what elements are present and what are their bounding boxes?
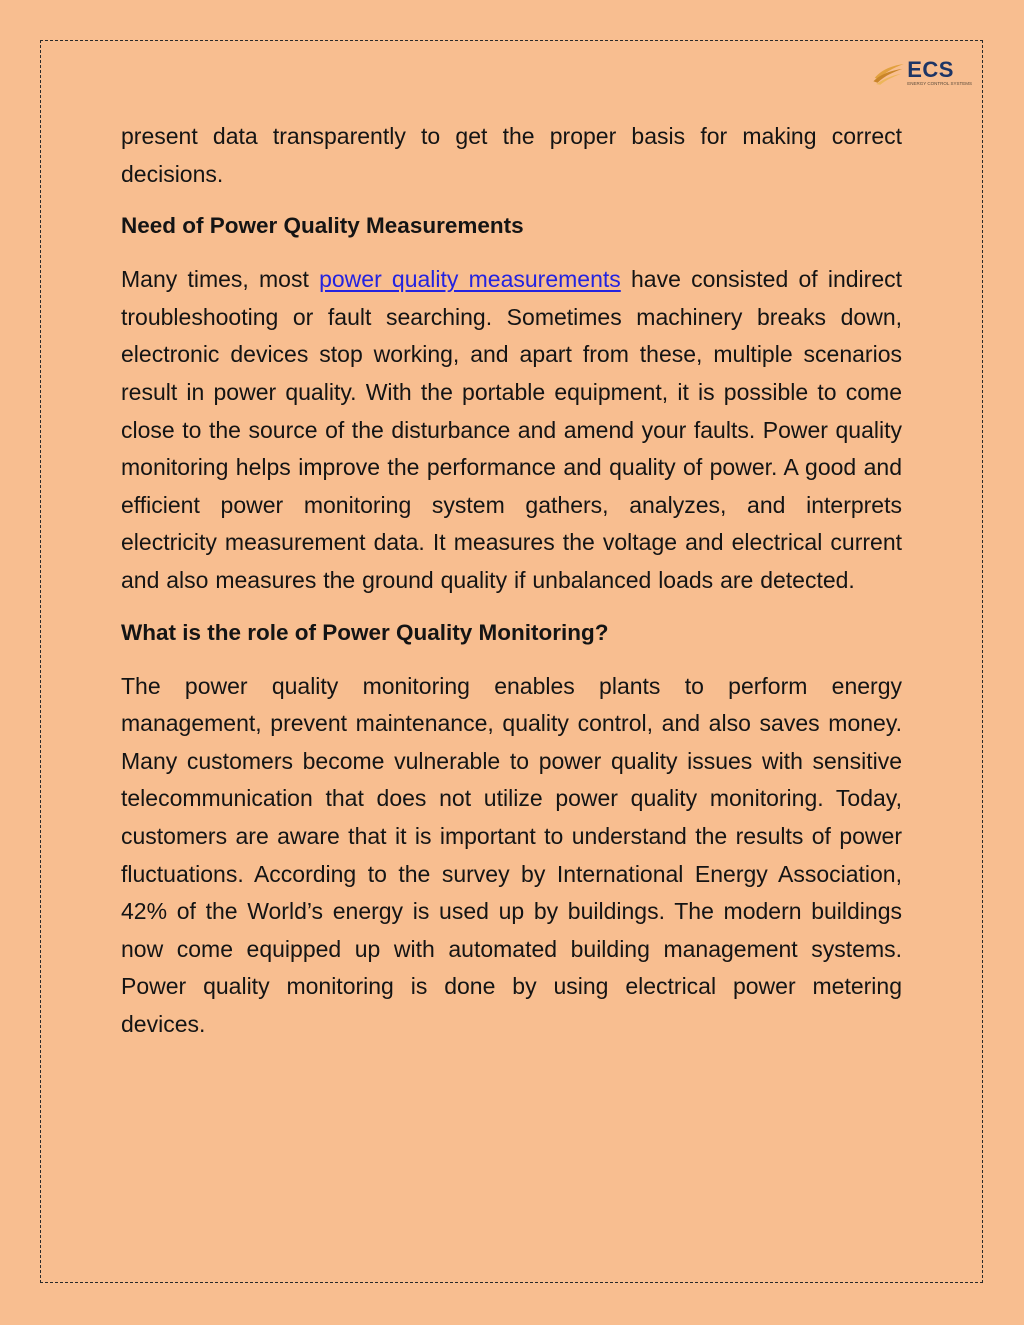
logo-brand: ECS xyxy=(907,57,954,83)
logo-text xyxy=(907,59,972,87)
intro-paragraph: present data transparently to get the proper basis for making correct decisions. xyxy=(121,123,902,187)
ecs-swoosh-icon xyxy=(872,56,905,90)
section-paragraph-need xyxy=(121,261,902,599)
section-heading-need: Need of Power Quality Measurements xyxy=(121,213,524,239)
paragraph-suffix: have consisted of indirect troubleshooting or fault searching. Sometimes machinery breaks down, electronic devices stop working, and apart from these, multiple scenarios result in power quality. With the portable equipment, it is possible to come close to the source of the disturbance and amend your faults. Power quality monitoring helps improve the performance and quality of power. A good and efficient power monitoring system gathers, analyzes, and interprets electricity measurement data. It measures the voltage and electrical current and also measures the ground quality if unbalanced loads are detected. xyxy=(121,266,902,593)
power-quality-measurements-link[interactable]: power quality measurements xyxy=(319,266,621,293)
paragraph-prefix: Many times, most xyxy=(121,266,309,293)
logo-tagline: ENERGY CONTROL SYSTEMS xyxy=(907,81,972,87)
document-body xyxy=(121,118,902,1043)
section-heading-role: What is the role of Power Quality Monitoring? xyxy=(121,619,609,645)
ecs-logo xyxy=(872,54,972,92)
section-paragraph-role: The power quality monitoring enables plants to perform energy management, prevent maintenance, quality control, and also saves money. Many customers become vulnerable to power quality issues with sensitive telecommunication that does not utilize power quality monitoring. Today, customers are aware that it is important to understand the results of power fluctuations. According to the survey by International Energy Association, 42% of the World’s energy is used up by buildings. The modern buildings now come equipped up with automated building management systems. Power quality monitoring is done by using electrical power metering devices. xyxy=(121,672,902,1037)
